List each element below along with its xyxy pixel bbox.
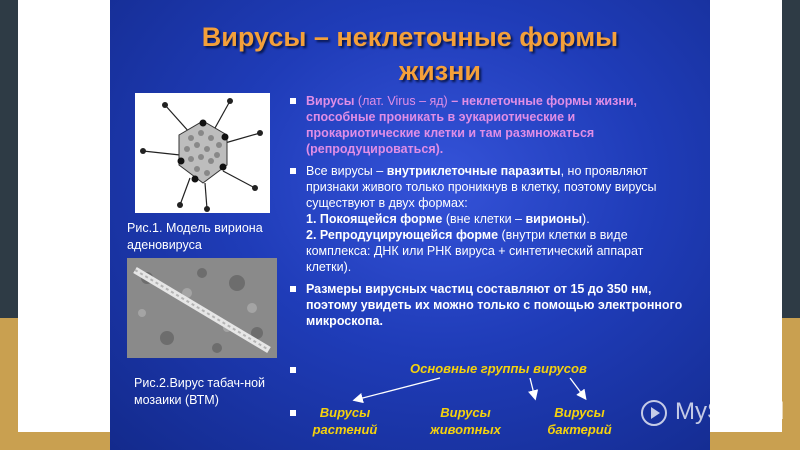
- group-plants: Вирусы растений: [312, 405, 378, 437]
- text-bold: внутриклеточные паразиты: [386, 164, 561, 178]
- term-viruses: Вирусы: [306, 94, 355, 108]
- text-segment: , но проявляют признаки живого только проникнув в клетку, поэтому вирусы существуют в двух формах:: [306, 164, 657, 210]
- definition-text: – неклеточные формы жизни, способные проникать в эукариотические и прокариотические клетки и там размножаться (репродуцироваться).: [306, 94, 638, 156]
- figure-2-caption: Рис.2.Вирус табач-ной мозаики (ВТМ): [134, 376, 266, 407]
- figure-1-caption: Рис.1. Модель вириона аденовируса: [127, 221, 263, 252]
- group-animals: Вирусы животных: [430, 405, 501, 437]
- arrow-to-bacteria: [570, 378, 585, 398]
- groups-title: Основные группы вирусов: [410, 361, 587, 376]
- slide: [110, 0, 785, 450]
- title-line-2: жизни: [398, 56, 482, 86]
- play-logo-icon: [640, 399, 668, 427]
- text-bold: вирионы: [525, 212, 583, 226]
- square-bullet-icon: [290, 410, 296, 416]
- latin-note: (лат. Virus – яд): [354, 94, 452, 108]
- group-bacteria: Вирусы бактерий: [547, 405, 612, 437]
- arrow-to-animals: [530, 378, 535, 398]
- text-bold: 1. Покоящейся форме: [306, 212, 443, 226]
- arrows-diagram: [110, 0, 710, 450]
- text-segment: (вне клетки –: [442, 212, 526, 226]
- text-segment: ).: [582, 212, 590, 226]
- watermark: MyShared: [675, 398, 785, 425]
- sizes-text: Размеры вирусных частиц составляют от 15 до 350 нм, поэтому увидеть их можно только с помощью электронного микроскопа.: [306, 282, 683, 328]
- title-line-1: Вирусы – неклеточные формы: [201, 22, 619, 52]
- arrow-to-plants: [355, 378, 440, 400]
- text-segment: Все вирусы –: [306, 164, 387, 178]
- text-segment: (внутри клетки в виде комплекса: ДНК или РНК вируса + синтетический аппарат клетки).: [306, 228, 644, 274]
- text-bold: 2. Репродуцирующейся форме: [306, 228, 499, 242]
